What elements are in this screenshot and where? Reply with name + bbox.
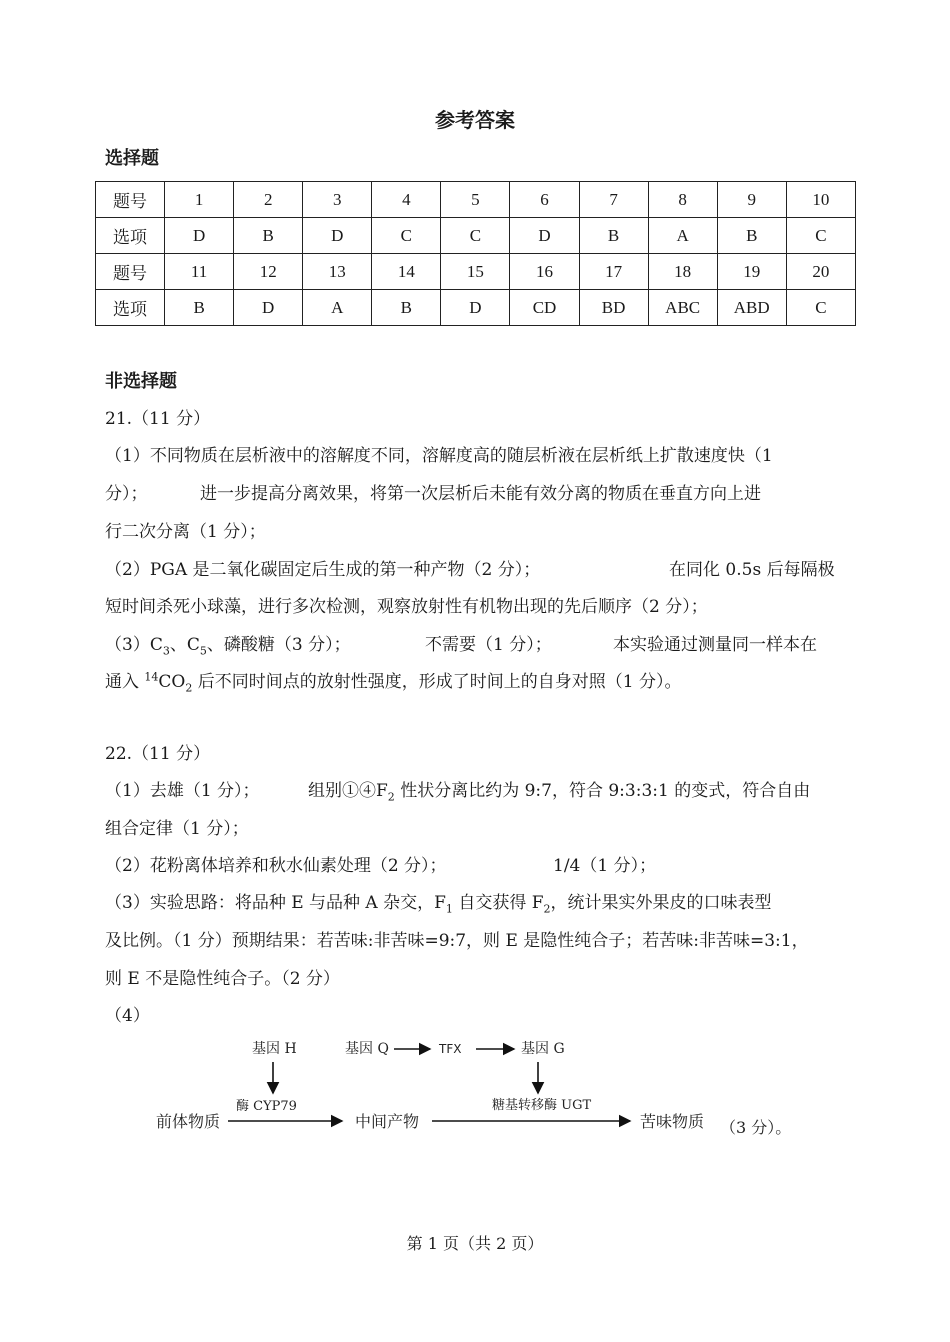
tfx-label: TFX (439, 1042, 462, 1056)
gene-q-label: 基因 Q (345, 1041, 389, 1057)
table-cell: 20 (786, 254, 855, 290)
q22-line-6: 则 E 不是隐性纯合子。（2 分） (105, 969, 340, 989)
table-cell: 6 (510, 182, 579, 218)
table-cell: 14 (372, 254, 441, 290)
q22-line-3a: （2）花粉离体培养和秋水仙素处理（2 分）； (105, 856, 447, 876)
table-cell: C (372, 218, 441, 254)
table-cell: 4 (372, 182, 441, 218)
table-cell: B (234, 218, 303, 254)
q22-line-5: 及比例。（1 分）预期结果：若苦味:非苦味=9:7，则 E 是隐性纯合子；若苦味:非苦味=3:1， (105, 931, 809, 951)
table-cell: 13 (303, 254, 372, 290)
table-cell: D (441, 290, 510, 326)
q21-line-6a: $(3)C_3$、$C_5$、磷酸糖（3 分）； (105, 635, 351, 658)
table-cell: 11 (165, 254, 234, 290)
enzyme-ugt-label: 糖基转移酶 UGT (492, 1098, 592, 1113)
table-cell: D (303, 218, 372, 254)
table-cell: 2 (234, 182, 303, 218)
table-row (96, 182, 856, 218)
q22-header: 22.（11 分） (105, 744, 211, 764)
section-heading-non-mc: 非选择题 (105, 371, 177, 392)
table-cell: B (165, 290, 234, 326)
table-cell: 16 (510, 254, 579, 290)
table-cell: 18 (648, 254, 717, 290)
q21-line-2a: 分）； (105, 484, 148, 504)
table-cell: D (234, 290, 303, 326)
table-cell: CD (510, 290, 579, 326)
table-cell: D (165, 218, 234, 254)
page-footer: 第 1 页（共 2 页） (406, 1234, 544, 1253)
q22-line-1b: 组别$①④F_2$ 性状分离比约为 9:7，符合 9:3:3:1 的变式，符合自由 (308, 781, 811, 804)
score-label: （3 分）。 (720, 1118, 792, 1137)
precursor-label: 前体物质 (156, 1112, 221, 1131)
table-cell: B (717, 218, 786, 254)
table-cell: ABC (648, 290, 717, 326)
table-cell: 10 (786, 182, 855, 218)
table-cell: 12 (234, 254, 303, 290)
table-cell: ABD (717, 290, 786, 326)
table-cell: A (648, 218, 717, 254)
page-title: 参考答案 (435, 108, 515, 132)
gene-h-label: 基因 H (252, 1041, 297, 1057)
q22-line-1a: （1）去雄（1 分）； (105, 781, 260, 801)
table-cell: C (441, 218, 510, 254)
table-cell: C (786, 218, 855, 254)
gene-g-label: 基因 G (521, 1041, 565, 1057)
table-cell: B (579, 218, 648, 254)
table-row-header: 选项 (96, 218, 165, 254)
table-cell: BD (579, 290, 648, 326)
table-row (96, 290, 856, 326)
table-cell: 17 (579, 254, 648, 290)
table-cell: 7 (579, 182, 648, 218)
table-cell: 1 (165, 182, 234, 218)
q22-line-4: （3）实验思路：将品种 E 与品种 A 杂交，$F_1$ 自交获得 $F_2$，统计果实外果皮的口味表型 (105, 893, 772, 916)
table-cell: C (786, 290, 855, 326)
q21-line-6b: 不需要（1 分）； (425, 635, 552, 655)
table-cell: 5 (441, 182, 510, 218)
table-row-header: 题号 (96, 254, 165, 290)
table-cell: 3 (303, 182, 372, 218)
q21-line-5: 短时间杀死小球藻，进行多次检测，观察放射性有机物出现的先后顺序（2 分）； (105, 597, 708, 617)
q21-line-4b: 在同化 0.5s 后每隔极 (669, 560, 835, 580)
table-cell: 15 (441, 254, 510, 290)
q21-line-1: （1）不同物质在层析液中的溶解度不同，溶解度高的随层析液在层析纸上扩散速度快（1 (105, 446, 773, 466)
pathway-diagram (140, 1035, 840, 1145)
table-row (96, 218, 856, 254)
q21-line-4a: （2）PGA 是二氧化碳固定后生成的第一种产物（2 分）； (105, 560, 541, 580)
intermediate-label: 中间产物 (355, 1112, 420, 1131)
table-cell: 8 (648, 182, 717, 218)
section-heading-mc: 选择题 (105, 148, 159, 169)
q21-line-7: 通入 $^{14}CO_2$ 后不同时间点的放射性强度，形成了时间上的自身对照（1 分）。 (105, 670, 682, 695)
table-cell: B (372, 290, 441, 326)
q21-line-2b: 进一步提高分离效果，将第一次层析后未能有效分离的物质在垂直方向上进 (200, 484, 761, 504)
table-cell: A (303, 290, 372, 326)
enzyme-cyp79-label: 酶 CYP79 (236, 1099, 297, 1114)
q22-line-7: （4） (105, 1006, 150, 1026)
answer-table (95, 181, 856, 326)
q22-line-2: 组合定律（1 分）； (105, 819, 249, 839)
table-cell: D (510, 218, 579, 254)
bitter-label: 苦味物质 (640, 1112, 705, 1131)
q22-line-3b: 1/4（1 分）； (553, 856, 657, 876)
table-cell: 19 (717, 254, 786, 290)
table-cell: 9 (717, 182, 786, 218)
table-row-header: 选项 (96, 290, 165, 326)
q21-header: 21.（11 分） (105, 409, 211, 429)
table-row-header: 题号 (96, 182, 165, 218)
q21-line-6c: 本实验通过测量同一样本在 (613, 635, 817, 655)
table-row (96, 254, 856, 290)
q21-line-3: 行二次分离（1 分）； (105, 522, 266, 542)
